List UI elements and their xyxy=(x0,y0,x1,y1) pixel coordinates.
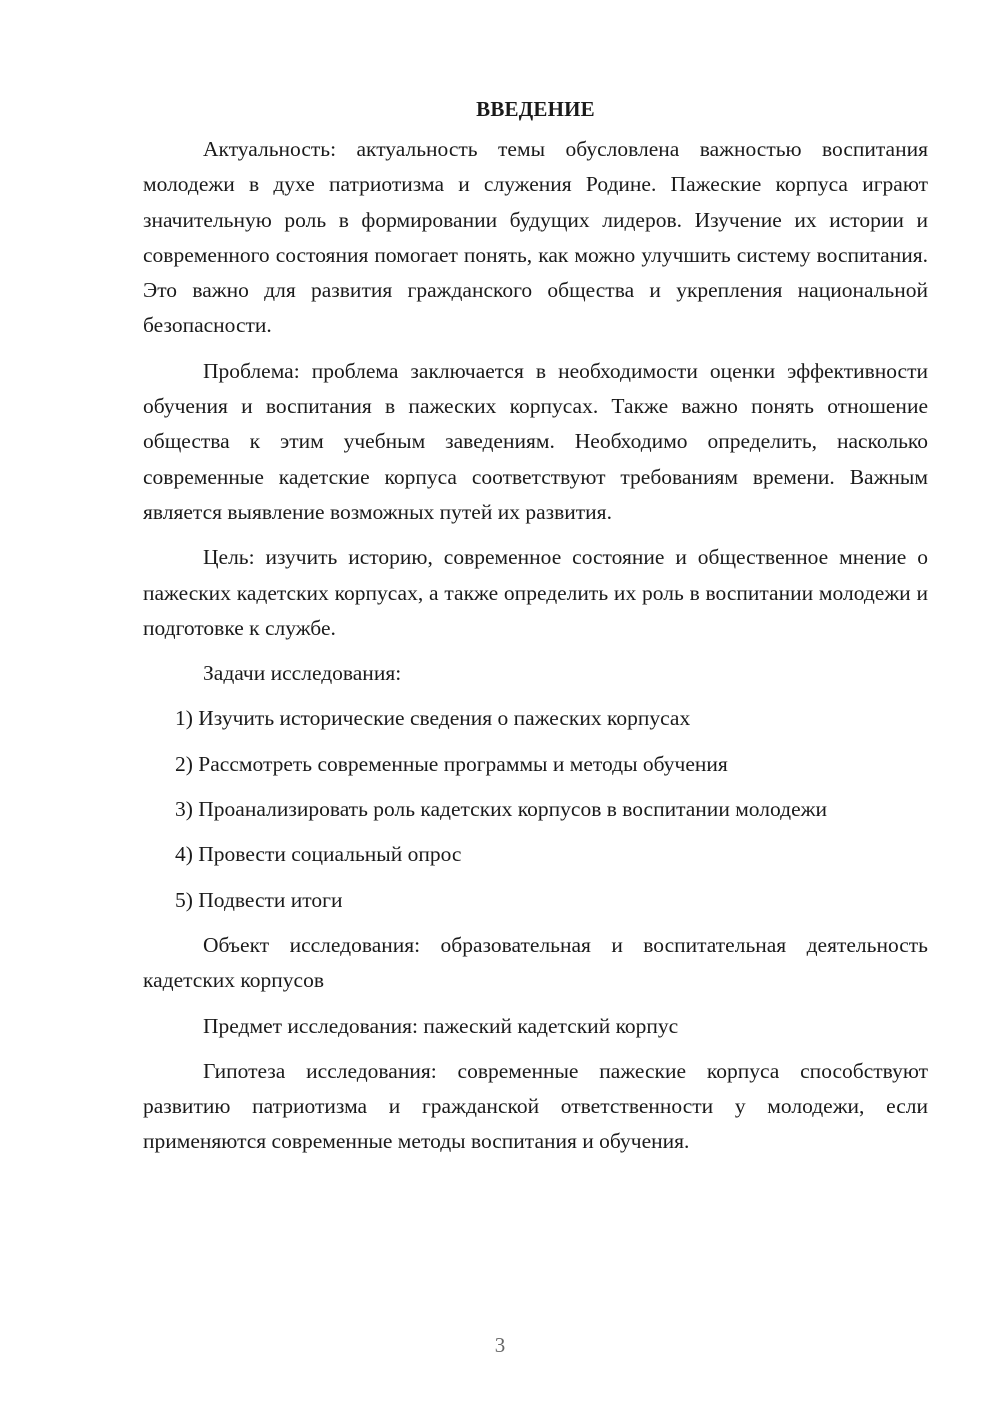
relevance-paragraph: Актуальность: актуальность темы обусловлена важностью воспитания молодежи в духе патриотизма и служения Родине. Пажеские корпуса играют значительную роль в формировании будущих лидеров. Изучение их истории и современного состояния помогает понять, как можно улучшить систему воспитания. Это важно для развития гражданского общества и укрепления национальной безопасности. xyxy=(143,137,928,338)
document-page xyxy=(143,92,928,1170)
tasks-list xyxy=(143,701,928,917)
hypothesis-paragraph: Гипотеза исследования: современные пажеские корпуса способствуют развитию патриотизма и гражданской ответственности у молодежи, если применяются современные методы воспитания и обучения. xyxy=(143,1058,928,1154)
list-item: 4) Провести социальный опрос xyxy=(175,842,462,867)
list-item: 5) Подвести итоги xyxy=(175,887,343,912)
tasks-title: Задачи исследования: xyxy=(203,661,402,686)
goal-paragraph: Цель: изучить историю, современное состояние и общественное мнение о пажеских кадетских корпусах, а также определить их роль в воспитании молодежи и подготовке к службе. xyxy=(143,545,928,640)
list-item: 2) Рассмотреть современные программы и методы обучения xyxy=(175,751,728,776)
list-item: 3) Проанализировать роль кадетских корпусов в воспитании молодежи xyxy=(175,797,827,822)
object-paragraph: Объект исследования: образовательная и воспитательная деятельность кадетских корпусов xyxy=(143,932,928,993)
section-heading: ВВЕДЕНИЕ xyxy=(476,97,595,121)
subject-paragraph: Предмет исследования: пажеский кадетский корпус xyxy=(203,1013,679,1038)
list-item: 1) Изучить исторические сведения о пажеских корпусах xyxy=(175,706,691,731)
page-number: 3 xyxy=(494,1333,506,1357)
problem-paragraph: Проблема: проблема заключается в необходимости оценки эффективности обучения и воспитания в пажеских корпусах. Также важно понять отношение общества к этим учебным заведениям. Необходимо определить, насколько современные кадетские корпуса соответствуют требованиям времени. Важным является выявление возможных путей их развития. xyxy=(143,358,928,524)
